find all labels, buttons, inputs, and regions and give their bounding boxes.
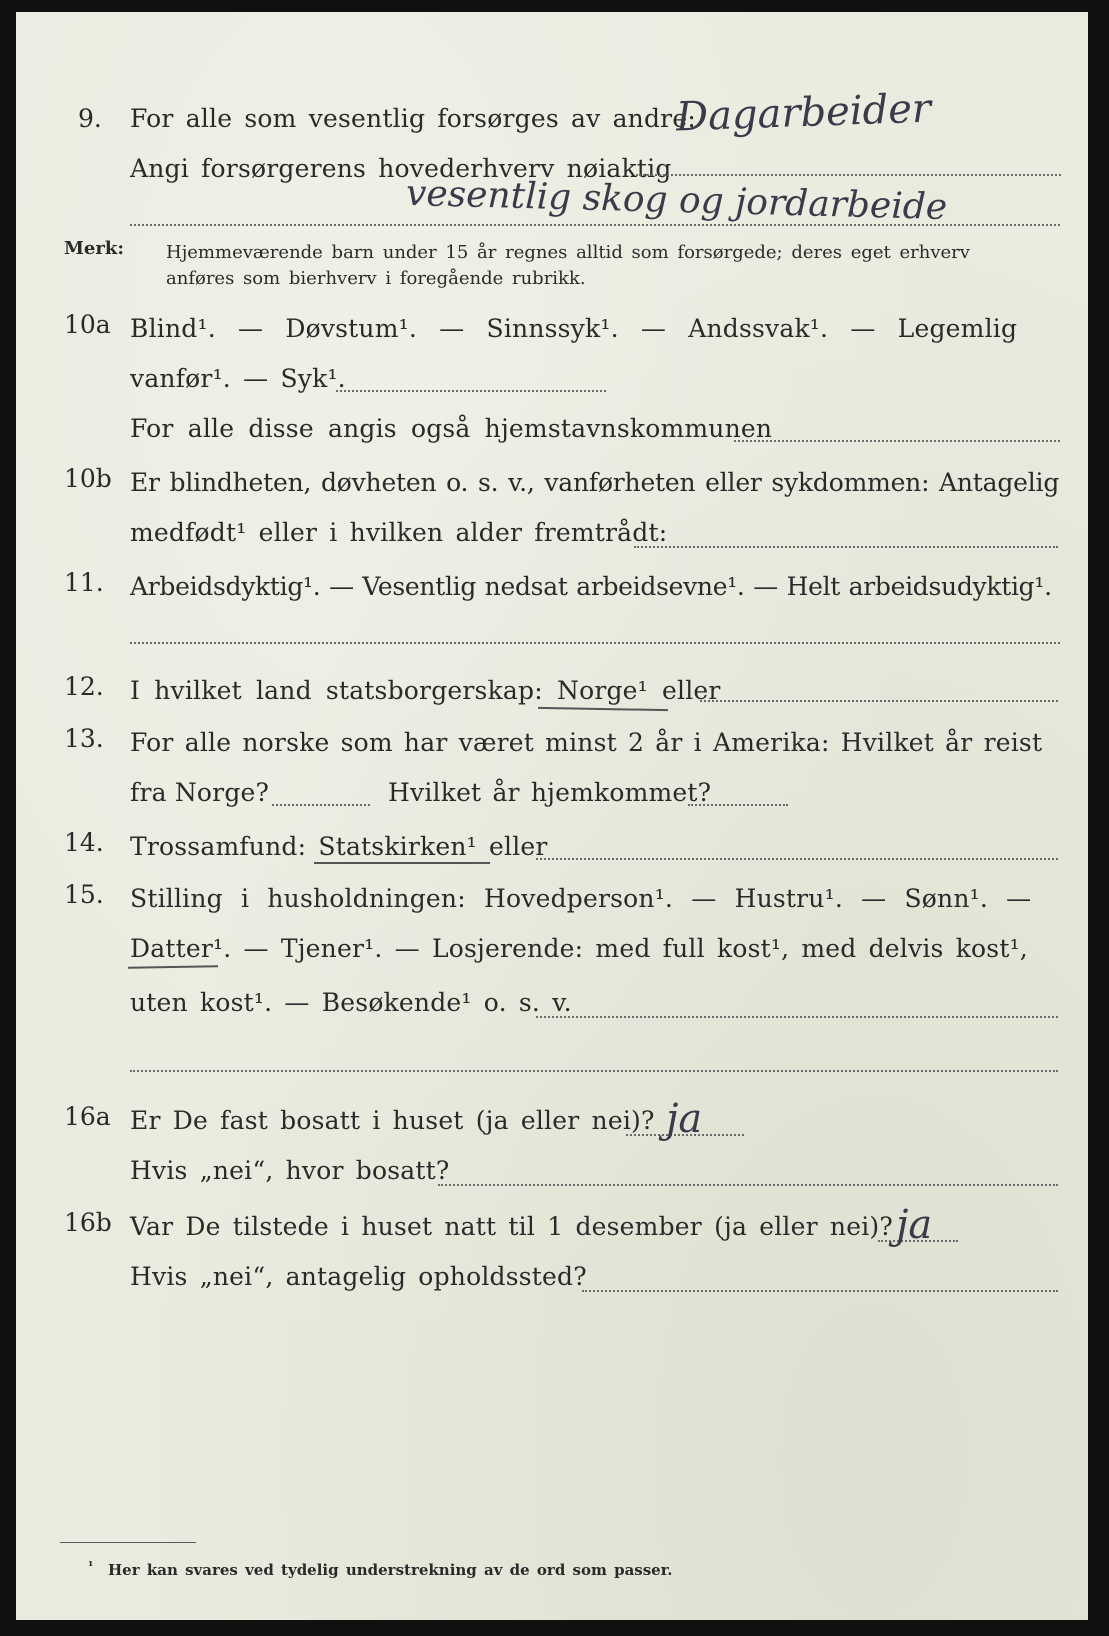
q14-statskirken-underline: [314, 862, 490, 864]
q10b-number: 10b: [64, 464, 112, 493]
q15-line3: uten kost¹. — Besøkende¹ o. s. v.: [130, 988, 572, 1017]
q14-answer-line: [536, 858, 1058, 860]
q10a-line1: Blind¹. — Døvstum¹. — Sinnssyk¹. — Andssvak¹. — Legemlig: [130, 314, 1018, 343]
q10b-line1: Er blindheten, døvheten o. s. v., vanførheten eller sykdommen: Antagelig: [130, 468, 1060, 497]
q13-answer-line2: [688, 804, 788, 806]
q16a-number: 16a: [64, 1102, 111, 1131]
q10a-line3: For alle disse angis også hjemstavnskommunen: [130, 414, 773, 443]
q15-answer-line2: [130, 1070, 1058, 1072]
q9-line1: For alle som vesentlig forsørges av andre:: [130, 104, 696, 133]
merk-line1: Hjemmeværende barn under 15 år regnes alltid som forsørgede; deres eget erhverv: [166, 242, 970, 263]
q12-number: 12.: [64, 672, 104, 701]
q15-line2: Datter¹. — Tjener¹. — Losjerende: med full kost¹, med delvis kost¹,: [130, 934, 1028, 963]
q16a-line2: Hvis „nei“, hvor bosatt?: [130, 1156, 450, 1185]
q13-line2a: fra Norge?: [130, 778, 270, 807]
q10b-answer-line: [634, 546, 1058, 548]
q11-number: 11.: [64, 568, 104, 597]
footnote-mark: ¹: [88, 1559, 94, 1573]
q16a-handwritten-answer: ja: [666, 1096, 703, 1142]
q15-datter-underline: [128, 965, 218, 969]
q9-number: 9.: [78, 104, 102, 133]
q15-answer-line1: [536, 1016, 1058, 1018]
q10a-answer-line2: [734, 440, 1060, 442]
q16b-line1: Var De tilstede i huset natt til 1 desember (ja eller nei)?: [130, 1212, 893, 1241]
q15-number: 15.: [64, 880, 104, 909]
q16b-handwritten-answer: ja: [896, 1202, 933, 1248]
q11-answer-line: [130, 642, 1060, 644]
q10a-number: 10a: [64, 310, 111, 339]
q16b-answer-line2: [582, 1290, 1058, 1292]
q13-line2b: Hvilket år hjemkommet?: [388, 778, 712, 807]
footnote-rule: [60, 1542, 196, 1543]
merk-line2: anføres som bierhverv i foregående rubrikk.: [166, 268, 586, 289]
merk-label: Merk:: [64, 238, 124, 259]
q14-line1: Trossamfund: Statskirken¹ eller: [130, 832, 548, 861]
q13-line1: For alle norske som har været minst 2 år i Amerika: Hvilket år reist: [130, 728, 1043, 757]
footnote-text: Her kan svares ved tydelig understrekning av de ord som passer.: [108, 1561, 673, 1579]
q16a-answer-line2: [438, 1184, 1058, 1186]
q9-handwritten-answer1: Dagarbeider: [675, 85, 932, 141]
q16b-number: 16b: [64, 1208, 112, 1237]
q16b-line2: Hvis „nei“, antagelig opholdssted?: [130, 1262, 587, 1291]
q12-norge-underline: [538, 707, 668, 711]
q12-line1: I hvilket land statsborgerskap: Norge¹ eller: [130, 676, 721, 705]
q13-answer-line1: [272, 804, 370, 806]
q10a-line2: vanfør¹. — Syk¹.: [130, 364, 346, 393]
q16a-line1: Er De fast bosatt i huset (ja eller nei)?: [130, 1106, 655, 1135]
q9-answer-line2: [130, 224, 1060, 226]
q9-answer-line1: [636, 174, 1061, 176]
q15-line1: Stilling i husholdningen: Hovedperson¹. — Hustru¹. — Sønn¹. —: [130, 884, 1032, 913]
q11-line1: Arbeidsdyktig¹. — Vesentlig nedsat arbeidsevne¹. — Helt arbeidsudyktig¹.: [130, 572, 1052, 601]
census-form-page: [16, 12, 1088, 1620]
q10b-line2: medfødt¹ eller i hvilken alder fremtrådt:: [130, 518, 668, 547]
q13-number: 13.: [64, 724, 104, 753]
q9-handwritten-answer2: vesentlig skog og jordarbeide: [405, 172, 948, 229]
q12-answer-line: [700, 700, 1058, 702]
q14-number: 14.: [64, 828, 104, 857]
q9-line2: Angi forsørgerens hovederhverv nøiaktig: [130, 154, 672, 183]
q10a-answer-line1: [336, 390, 606, 392]
